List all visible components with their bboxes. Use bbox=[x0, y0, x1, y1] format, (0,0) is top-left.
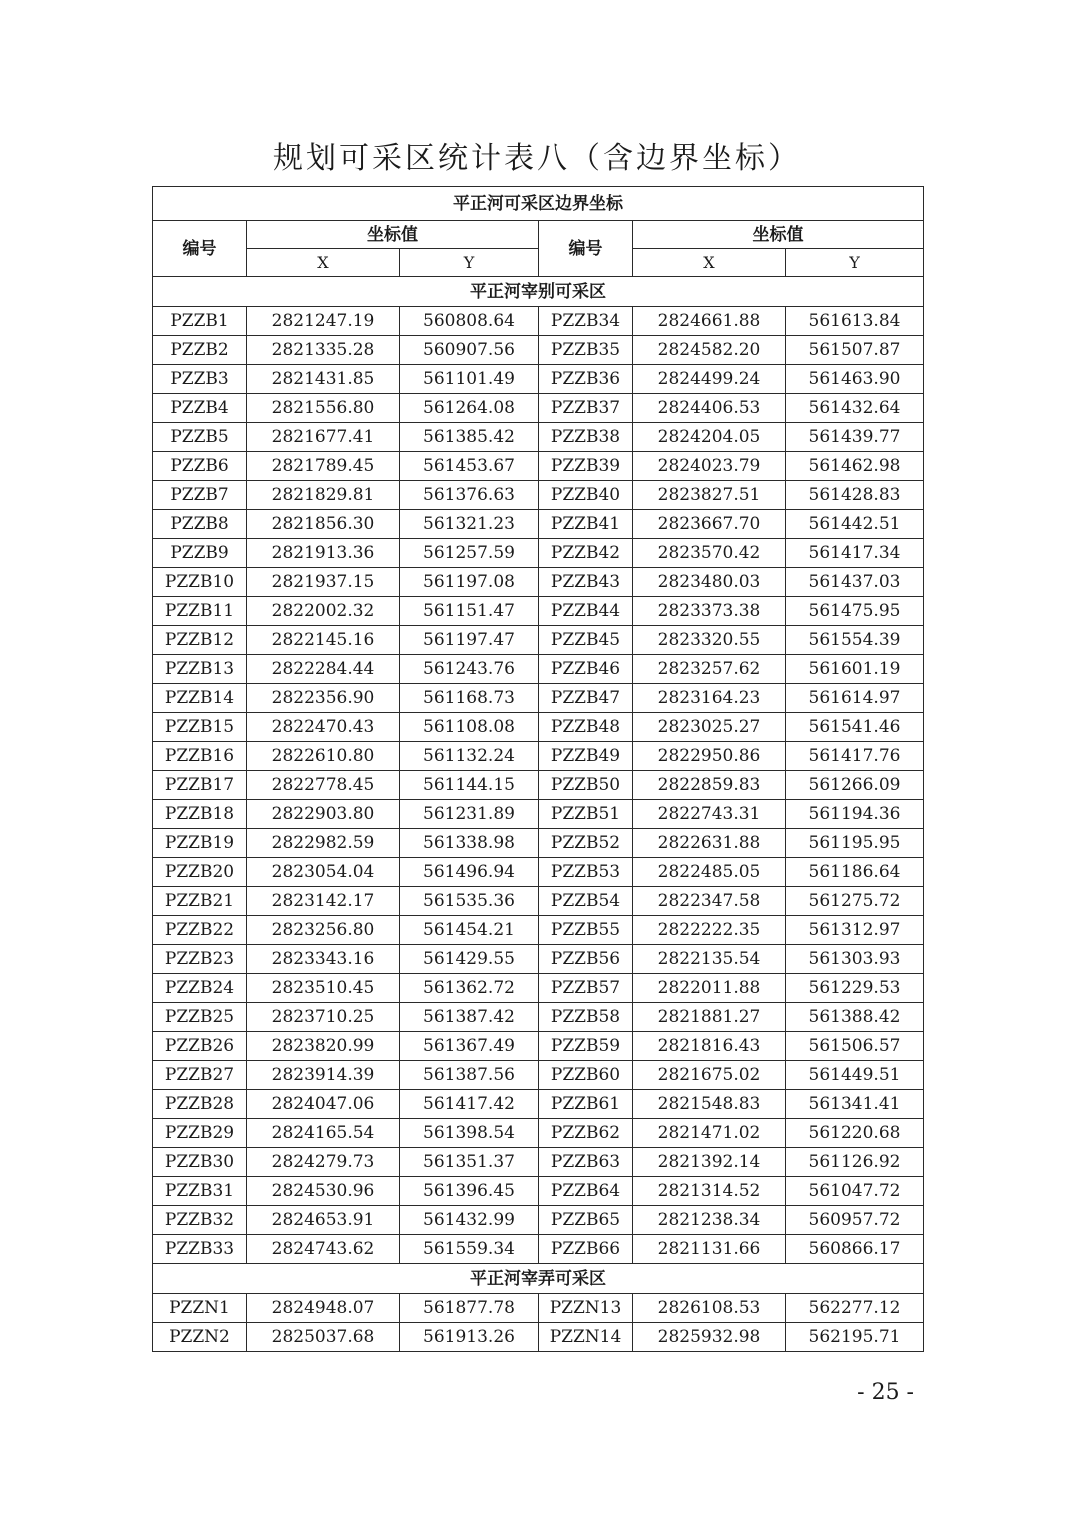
section-title: 平正河宰弄可采区 bbox=[153, 1264, 924, 1294]
section-header-row bbox=[153, 277, 924, 307]
point-id-cell: PZZB63 bbox=[539, 1148, 633, 1177]
table-row bbox=[153, 1206, 924, 1235]
table-caption: 平正河可采区边界坐标 bbox=[153, 187, 924, 221]
point-id-cell: PZZN1 bbox=[153, 1294, 247, 1323]
x-value-cell: 2824530.96 bbox=[247, 1177, 400, 1206]
table-row bbox=[153, 423, 924, 452]
y-value-cell: 561351.37 bbox=[400, 1148, 539, 1177]
y-value-cell: 560866.17 bbox=[786, 1235, 924, 1264]
x-value-cell: 2824948.07 bbox=[247, 1294, 400, 1323]
y-value-cell: 561266.09 bbox=[786, 771, 924, 800]
point-id-cell: PZZB41 bbox=[539, 510, 633, 539]
point-id-cell: PZZB57 bbox=[539, 974, 633, 1003]
y-value-cell: 561362.72 bbox=[400, 974, 539, 1003]
point-id-cell: PZZB55 bbox=[539, 916, 633, 945]
x-value-cell: 2821392.14 bbox=[633, 1148, 786, 1177]
point-id-cell: PZZN14 bbox=[539, 1323, 633, 1352]
y-value-cell: 561144.15 bbox=[400, 771, 539, 800]
table-row bbox=[153, 510, 924, 539]
y-value-cell: 561432.64 bbox=[786, 394, 924, 423]
y-value-cell: 561453.67 bbox=[400, 452, 539, 481]
point-id-cell: PZZB29 bbox=[153, 1119, 247, 1148]
point-id-cell: PZZB1 bbox=[153, 307, 247, 336]
point-id-cell: PZZB45 bbox=[539, 626, 633, 655]
y-value-cell: 561417.76 bbox=[786, 742, 924, 771]
x-value-cell: 2824661.88 bbox=[633, 307, 786, 336]
point-id-cell: PZZB31 bbox=[153, 1177, 247, 1206]
point-id-cell: PZZB48 bbox=[539, 713, 633, 742]
table-row bbox=[153, 713, 924, 742]
point-id-cell: PZZB44 bbox=[539, 597, 633, 626]
y-value-cell: 561439.77 bbox=[786, 423, 924, 452]
point-id-cell: PZZB23 bbox=[153, 945, 247, 974]
point-id-cell: PZZB51 bbox=[539, 800, 633, 829]
point-id-cell: PZZB49 bbox=[539, 742, 633, 771]
x-value-cell: 2822743.31 bbox=[633, 800, 786, 829]
boundary-coordinates-table bbox=[152, 186, 924, 1352]
point-id-cell: PZZB61 bbox=[539, 1090, 633, 1119]
x-value-cell: 2821431.85 bbox=[247, 365, 400, 394]
x-value-cell: 2822631.88 bbox=[633, 829, 786, 858]
x-value-cell: 2821675.02 bbox=[633, 1061, 786, 1090]
y-value-cell: 561367.49 bbox=[400, 1032, 539, 1061]
point-id-cell: PZZB33 bbox=[153, 1235, 247, 1264]
x-value-cell: 2821829.81 bbox=[247, 481, 400, 510]
y-value-cell: 561257.59 bbox=[400, 539, 539, 568]
y-value-cell: 561312.97 bbox=[786, 916, 924, 945]
y-value-cell: 561132.24 bbox=[400, 742, 539, 771]
point-id-cell: PZZB24 bbox=[153, 974, 247, 1003]
y-value-cell: 561387.42 bbox=[400, 1003, 539, 1032]
x-value-cell: 2824499.24 bbox=[633, 365, 786, 394]
y-value-cell: 561614.97 bbox=[786, 684, 924, 713]
table-row bbox=[153, 626, 924, 655]
x-value-cell: 2823343.16 bbox=[247, 945, 400, 974]
point-id-cell: PZZB20 bbox=[153, 858, 247, 887]
table-row bbox=[153, 1148, 924, 1177]
point-id-cell: PZZB19 bbox=[153, 829, 247, 858]
y-value-cell: 561195.95 bbox=[786, 829, 924, 858]
table-row bbox=[153, 1003, 924, 1032]
header-y-right: Y bbox=[786, 249, 924, 277]
point-id-cell: PZZB64 bbox=[539, 1177, 633, 1206]
point-id-cell: PZZB42 bbox=[539, 539, 633, 568]
point-id-cell: PZZB54 bbox=[539, 887, 633, 916]
x-value-cell: 2824406.53 bbox=[633, 394, 786, 423]
table-row bbox=[153, 742, 924, 771]
y-value-cell: 561454.21 bbox=[400, 916, 539, 945]
y-value-cell: 561613.84 bbox=[786, 307, 924, 336]
point-id-cell: PZZB50 bbox=[539, 771, 633, 800]
table-row bbox=[153, 771, 924, 800]
table-row bbox=[153, 945, 924, 974]
x-value-cell: 2821238.34 bbox=[633, 1206, 786, 1235]
x-value-cell: 2822859.83 bbox=[633, 771, 786, 800]
page-title: 规划可采区统计表八（含边界坐标） bbox=[273, 141, 801, 176]
table-row bbox=[153, 829, 924, 858]
point-id-cell: PZZB47 bbox=[539, 684, 633, 713]
y-value-cell: 561231.89 bbox=[400, 800, 539, 829]
x-value-cell: 2821548.83 bbox=[633, 1090, 786, 1119]
point-id-cell: PZZB4 bbox=[153, 394, 247, 423]
y-value-cell: 561126.92 bbox=[786, 1148, 924, 1177]
header-x-right: X bbox=[633, 249, 786, 277]
y-value-cell: 561341.41 bbox=[786, 1090, 924, 1119]
x-value-cell: 2822002.32 bbox=[247, 597, 400, 626]
x-value-cell: 2823054.04 bbox=[247, 858, 400, 887]
x-value-cell: 2824582.20 bbox=[633, 336, 786, 365]
table-row bbox=[153, 887, 924, 916]
point-id-cell: PZZB5 bbox=[153, 423, 247, 452]
table-row bbox=[153, 1235, 924, 1264]
point-id-cell: PZZB65 bbox=[539, 1206, 633, 1235]
point-id-cell: PZZB18 bbox=[153, 800, 247, 829]
x-value-cell: 2821913.36 bbox=[247, 539, 400, 568]
point-id-cell: PZZB28 bbox=[153, 1090, 247, 1119]
x-value-cell: 2821856.30 bbox=[247, 510, 400, 539]
table-row bbox=[153, 307, 924, 336]
x-value-cell: 2823256.80 bbox=[247, 916, 400, 945]
y-value-cell: 561385.42 bbox=[400, 423, 539, 452]
point-id-cell: PZZB22 bbox=[153, 916, 247, 945]
table-row bbox=[153, 684, 924, 713]
point-id-cell: PZZB16 bbox=[153, 742, 247, 771]
x-value-cell: 2824165.54 bbox=[247, 1119, 400, 1148]
point-id-cell: PZZB38 bbox=[539, 423, 633, 452]
table-row bbox=[153, 1119, 924, 1148]
x-value-cell: 2821471.02 bbox=[633, 1119, 786, 1148]
point-id-cell: PZZB66 bbox=[539, 1235, 633, 1264]
header-x-left: X bbox=[247, 249, 400, 277]
y-value-cell: 561220.68 bbox=[786, 1119, 924, 1148]
y-value-cell: 561229.53 bbox=[786, 974, 924, 1003]
point-id-cell: PZZN2 bbox=[153, 1323, 247, 1352]
x-value-cell: 2822982.59 bbox=[247, 829, 400, 858]
x-value-cell: 2821881.27 bbox=[633, 1003, 786, 1032]
x-value-cell: 2821556.80 bbox=[247, 394, 400, 423]
y-value-cell: 562195.71 bbox=[786, 1323, 924, 1352]
point-id-cell: PZZB27 bbox=[153, 1061, 247, 1090]
x-value-cell: 2824023.79 bbox=[633, 452, 786, 481]
page-number: - 25 - bbox=[857, 1380, 914, 1405]
y-value-cell: 561338.98 bbox=[400, 829, 539, 858]
y-value-cell: 561108.08 bbox=[400, 713, 539, 742]
y-value-cell: 561186.64 bbox=[786, 858, 924, 887]
table-row bbox=[153, 916, 924, 945]
table-row bbox=[153, 336, 924, 365]
header-id-left: 编号 bbox=[153, 221, 247, 277]
x-value-cell: 2822145.16 bbox=[247, 626, 400, 655]
point-id-cell: PZZB46 bbox=[539, 655, 633, 684]
point-id-cell: PZZB39 bbox=[539, 452, 633, 481]
point-id-cell: PZZB32 bbox=[153, 1206, 247, 1235]
y-value-cell: 560907.56 bbox=[400, 336, 539, 365]
x-value-cell: 2822135.54 bbox=[633, 945, 786, 974]
point-id-cell: PZZB60 bbox=[539, 1061, 633, 1090]
x-value-cell: 2826108.53 bbox=[633, 1294, 786, 1323]
x-value-cell: 2822778.45 bbox=[247, 771, 400, 800]
x-value-cell: 2823025.27 bbox=[633, 713, 786, 742]
y-value-cell: 561101.49 bbox=[400, 365, 539, 394]
y-value-cell: 561387.56 bbox=[400, 1061, 539, 1090]
point-id-cell: PZZB12 bbox=[153, 626, 247, 655]
table-row bbox=[153, 1294, 924, 1323]
x-value-cell: 2823142.17 bbox=[247, 887, 400, 916]
header-coord-right: 坐标值 bbox=[633, 221, 924, 249]
y-value-cell: 561321.23 bbox=[400, 510, 539, 539]
y-value-cell: 561396.45 bbox=[400, 1177, 539, 1206]
x-value-cell: 2822470.43 bbox=[247, 713, 400, 742]
x-value-cell: 2825932.98 bbox=[633, 1323, 786, 1352]
table-caption-row bbox=[153, 187, 924, 221]
point-id-cell: PZZB56 bbox=[539, 945, 633, 974]
point-id-cell: PZZN13 bbox=[539, 1294, 633, 1323]
point-id-cell: PZZB62 bbox=[539, 1119, 633, 1148]
y-value-cell: 561388.42 bbox=[786, 1003, 924, 1032]
table-row bbox=[153, 1323, 924, 1352]
table-row bbox=[153, 481, 924, 510]
x-value-cell: 2822011.88 bbox=[633, 974, 786, 1003]
y-value-cell: 561398.54 bbox=[400, 1119, 539, 1148]
table-row bbox=[153, 568, 924, 597]
point-id-cell: PZZB6 bbox=[153, 452, 247, 481]
x-value-cell: 2822356.90 bbox=[247, 684, 400, 713]
x-value-cell: 2821789.45 bbox=[247, 452, 400, 481]
table-row bbox=[153, 1061, 924, 1090]
x-value-cell: 2822347.58 bbox=[633, 887, 786, 916]
y-value-cell: 561151.47 bbox=[400, 597, 539, 626]
y-value-cell: 561376.63 bbox=[400, 481, 539, 510]
x-value-cell: 2821937.15 bbox=[247, 568, 400, 597]
point-id-cell: PZZB26 bbox=[153, 1032, 247, 1061]
y-value-cell: 561559.34 bbox=[400, 1235, 539, 1264]
y-value-cell: 561264.08 bbox=[400, 394, 539, 423]
point-id-cell: PZZB52 bbox=[539, 829, 633, 858]
point-id-cell: PZZB53 bbox=[539, 858, 633, 887]
x-value-cell: 2821335.28 bbox=[247, 336, 400, 365]
x-value-cell: 2821314.52 bbox=[633, 1177, 786, 1206]
point-id-cell: PZZB43 bbox=[539, 568, 633, 597]
x-value-cell: 2823510.45 bbox=[247, 974, 400, 1003]
y-value-cell: 561429.55 bbox=[400, 945, 539, 974]
y-value-cell: 561197.47 bbox=[400, 626, 539, 655]
x-value-cell: 2823710.25 bbox=[247, 1003, 400, 1032]
y-value-cell: 561275.72 bbox=[786, 887, 924, 916]
x-value-cell: 2823570.42 bbox=[633, 539, 786, 568]
table-header-row bbox=[153, 221, 924, 249]
point-id-cell: PZZB15 bbox=[153, 713, 247, 742]
x-value-cell: 2822610.80 bbox=[247, 742, 400, 771]
y-value-cell: 560957.72 bbox=[786, 1206, 924, 1235]
point-id-cell: PZZB7 bbox=[153, 481, 247, 510]
point-id-cell: PZZB14 bbox=[153, 684, 247, 713]
y-value-cell: 560808.64 bbox=[400, 307, 539, 336]
table-row bbox=[153, 1032, 924, 1061]
y-value-cell: 561535.36 bbox=[400, 887, 539, 916]
header-id-right: 编号 bbox=[539, 221, 633, 277]
x-value-cell: 2823480.03 bbox=[633, 568, 786, 597]
x-value-cell: 2823164.23 bbox=[633, 684, 786, 713]
point-id-cell: PZZB59 bbox=[539, 1032, 633, 1061]
table-row bbox=[153, 655, 924, 684]
point-id-cell: PZZB35 bbox=[539, 336, 633, 365]
y-value-cell: 561437.03 bbox=[786, 568, 924, 597]
header-y-left: Y bbox=[400, 249, 539, 277]
x-value-cell: 2822950.86 bbox=[633, 742, 786, 771]
y-value-cell: 561507.87 bbox=[786, 336, 924, 365]
y-value-cell: 561417.42 bbox=[400, 1090, 539, 1119]
y-value-cell: 561462.98 bbox=[786, 452, 924, 481]
y-value-cell: 561506.57 bbox=[786, 1032, 924, 1061]
point-id-cell: PZZB40 bbox=[539, 481, 633, 510]
y-value-cell: 561168.73 bbox=[400, 684, 539, 713]
x-value-cell: 2821677.41 bbox=[247, 423, 400, 452]
point-id-cell: PZZB30 bbox=[153, 1148, 247, 1177]
y-value-cell: 561303.93 bbox=[786, 945, 924, 974]
x-value-cell: 2823667.70 bbox=[633, 510, 786, 539]
x-value-cell: 2824743.62 bbox=[247, 1235, 400, 1264]
y-value-cell: 561463.90 bbox=[786, 365, 924, 394]
x-value-cell: 2821247.19 bbox=[247, 307, 400, 336]
y-value-cell: 561428.83 bbox=[786, 481, 924, 510]
y-value-cell: 561417.34 bbox=[786, 539, 924, 568]
point-id-cell: PZZB8 bbox=[153, 510, 247, 539]
x-value-cell: 2825037.68 bbox=[247, 1323, 400, 1352]
table-row bbox=[153, 800, 924, 829]
x-value-cell: 2823827.51 bbox=[633, 481, 786, 510]
table-row bbox=[153, 1090, 924, 1119]
x-value-cell: 2823320.55 bbox=[633, 626, 786, 655]
y-value-cell: 561449.51 bbox=[786, 1061, 924, 1090]
x-value-cell: 2823820.99 bbox=[247, 1032, 400, 1061]
point-id-cell: PZZB34 bbox=[539, 307, 633, 336]
x-value-cell: 2822903.80 bbox=[247, 800, 400, 829]
y-value-cell: 561877.78 bbox=[400, 1294, 539, 1323]
y-value-cell: 561432.99 bbox=[400, 1206, 539, 1235]
x-value-cell: 2823914.39 bbox=[247, 1061, 400, 1090]
header-coord-left: 坐标值 bbox=[247, 221, 539, 249]
x-value-cell: 2821816.43 bbox=[633, 1032, 786, 1061]
table-row bbox=[153, 394, 924, 423]
point-id-cell: PZZB21 bbox=[153, 887, 247, 916]
y-value-cell: 561475.95 bbox=[786, 597, 924, 626]
x-value-cell: 2822284.44 bbox=[247, 655, 400, 684]
x-value-cell: 2824653.91 bbox=[247, 1206, 400, 1235]
y-value-cell: 561496.94 bbox=[400, 858, 539, 887]
point-id-cell: PZZB10 bbox=[153, 568, 247, 597]
section-title: 平正河宰别可采区 bbox=[153, 277, 924, 307]
table-row bbox=[153, 452, 924, 481]
y-value-cell: 561194.36 bbox=[786, 800, 924, 829]
y-value-cell: 561913.26 bbox=[400, 1323, 539, 1352]
table-row bbox=[153, 597, 924, 626]
x-value-cell: 2821131.66 bbox=[633, 1235, 786, 1264]
table-row bbox=[153, 539, 924, 568]
point-id-cell: PZZB58 bbox=[539, 1003, 633, 1032]
x-value-cell: 2822485.05 bbox=[633, 858, 786, 887]
y-value-cell: 561541.46 bbox=[786, 713, 924, 742]
y-value-cell: 562277.12 bbox=[786, 1294, 924, 1323]
y-value-cell: 561197.08 bbox=[400, 568, 539, 597]
table-row bbox=[153, 1177, 924, 1206]
table-row bbox=[153, 858, 924, 887]
y-value-cell: 561554.39 bbox=[786, 626, 924, 655]
table-axis-row bbox=[153, 249, 924, 277]
point-id-cell: PZZB25 bbox=[153, 1003, 247, 1032]
x-value-cell: 2824047.06 bbox=[247, 1090, 400, 1119]
point-id-cell: PZZB2 bbox=[153, 336, 247, 365]
y-value-cell: 561047.72 bbox=[786, 1177, 924, 1206]
point-id-cell: PZZB3 bbox=[153, 365, 247, 394]
x-value-cell: 2823257.62 bbox=[633, 655, 786, 684]
y-value-cell: 561243.76 bbox=[400, 655, 539, 684]
y-value-cell: 561601.19 bbox=[786, 655, 924, 684]
x-value-cell: 2822222.35 bbox=[633, 916, 786, 945]
x-value-cell: 2824279.73 bbox=[247, 1148, 400, 1177]
y-value-cell: 561442.51 bbox=[786, 510, 924, 539]
point-id-cell: PZZB13 bbox=[153, 655, 247, 684]
point-id-cell: PZZB9 bbox=[153, 539, 247, 568]
point-id-cell: PZZB11 bbox=[153, 597, 247, 626]
x-value-cell: 2823373.38 bbox=[633, 597, 786, 626]
point-id-cell: PZZB17 bbox=[153, 771, 247, 800]
table-row bbox=[153, 974, 924, 1003]
x-value-cell: 2824204.05 bbox=[633, 423, 786, 452]
table-row bbox=[153, 365, 924, 394]
point-id-cell: PZZB36 bbox=[539, 365, 633, 394]
point-id-cell: PZZB37 bbox=[539, 394, 633, 423]
section-header-row bbox=[153, 1264, 924, 1294]
